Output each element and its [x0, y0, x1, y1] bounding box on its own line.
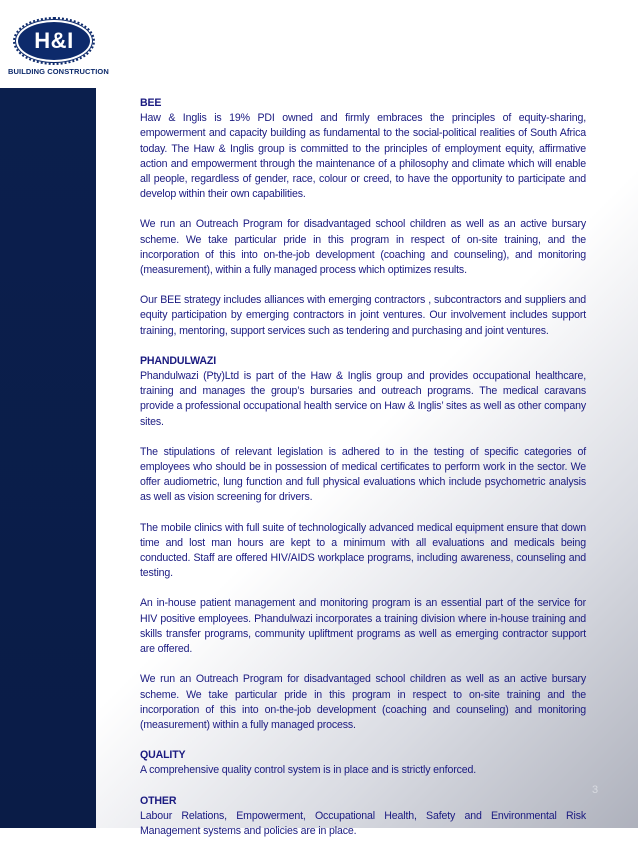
section-heading: BEE: [140, 97, 162, 109]
section-other: [140, 794, 586, 840]
section-quality: [140, 748, 586, 778]
logo-subtitle: BUILDING CONSTRUCTION: [8, 67, 109, 76]
document-body: [140, 96, 586, 854]
paragraph: Labour Relations, Empowerment, Occupational Health, Safety and Environmental Risk Management systems and policies are in place.: [140, 809, 586, 837]
paragraph: Phandulwazi (Pty)Ltd is part of the Haw & Inglis group and provides occupational healthcare, training and manages the group’s bursaries and outreach programs. The medical caravans provide a professional occupational health service on Haw & Inglis’ sites as well as other company sites.: [140, 370, 586, 428]
section-heading: QUALITY: [140, 749, 186, 762]
section-phandulwazi: [140, 354, 586, 430]
paragraph: Our BEE strategy includes alliances with emerging contractors , subcontractors and suppliers and equity participation by emerging contractors in joint ventures. Our involvement includes support training, mentoring, support services such as tendering and purchasing and joint ventures.: [140, 294, 586, 337]
paragraph: An in-house patient management and monitoring program is an essential part of the service for HIV positive employees. Phandulwazi incorporates a training division where in-house training and skills transfer programs, community upliftment programs as well as emerging contractor support are offered.: [140, 597, 586, 656]
paragraph: We run an Outreach Program for disadvantaged school children as well as an active bursary scheme. We take particular pride in this program in respect of on-site training, and the incorporation of this into on-the-job development (coaching and counseling), and monitoring (measurement), within a fully managed process which optimizes results.: [140, 218, 586, 277]
paragraph: A comprehensive quality control system is in place and is strictly enforced.: [140, 764, 476, 777]
section-bee: [140, 96, 586, 202]
paragraph: We run an Outreach Program for disadvantaged school children as well as an active bursary scheme. We take particular pride in this program in respect to on-site training and the incorporation of this into on-the-job development (coaching and counseling) and monitoring (measurement) within a fully managed process.: [140, 673, 586, 731]
paragraph: The stipulations of relevant legislation is adhered to in the testing of specific categories of employees who should be in possession of medical certificates to perform work in the sector. We offer audiometric, lung function and full physical evaluations which include psychometric analysis as well as vision screening for drivers.: [140, 445, 586, 504]
section-heading: PHANDULWAZI: [140, 354, 217, 367]
logo-text: H&I: [34, 28, 74, 53]
company-logo: [8, 18, 109, 82]
section-heading: OTHER: [140, 794, 177, 807]
left-sidebar-bar: [0, 88, 96, 828]
logo-badge: [18, 22, 90, 60]
paragraph: The mobile clinics with full suite of technologically advanced medical equipment ensure that down time and lost man hours are kept to a minimum with all evaluations and medicals being conducted. Staff are offered HIV/AIDS workplace programs, including awareness, counseling and testing.: [140, 521, 586, 580]
page-number: 3: [592, 784, 599, 796]
paragraph: Haw & Inglis is 19% PDI owned and firmly embraces the principles of equity-sharing, empowerment and capacity building as fundamental to the social-political realities of South Africa today. The Haw & Inglis group is committed to the principles of employment equity, affirmative action and empowerment through the maintenance of a philosophy and climate which will enable all people, regardless of gender, race, colour or creed, to have the opportunity to participate and develop within their own capabilities.: [140, 112, 586, 201]
